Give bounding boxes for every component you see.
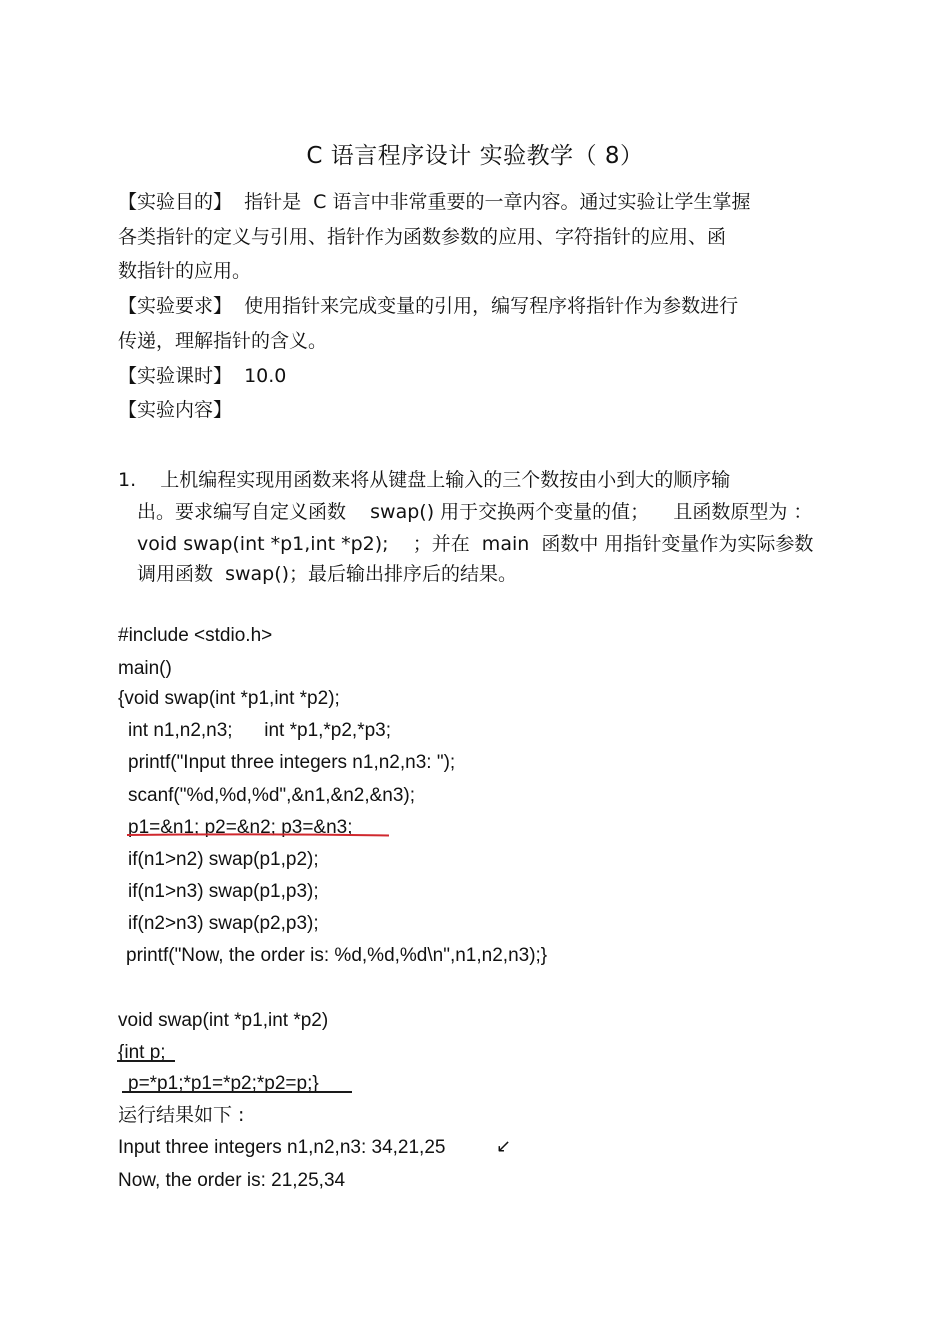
code-line-swap-body: p=*p1;*p1=*p2;*p2=p;} bbox=[128, 1073, 319, 1094]
task-line-2: 出。要求编写自定义函数 swap() 用于交换两个变量的值； 且函数原型为 ： bbox=[137, 501, 813, 523]
hours-line: 【实验课时】 10.0 bbox=[118, 365, 287, 387]
black-underline-mark-2 bbox=[122, 1090, 352, 1094]
code-line-printf-prompt: printf("Input three integers n1,n2,n3: "); bbox=[128, 752, 456, 773]
result-heading: 运行结果如下 : bbox=[118, 1104, 245, 1126]
task-line-4: 调用函数 swap()；最后输出排序后的结果。 bbox=[137, 563, 518, 585]
black-underline-mark-1 bbox=[117, 1059, 175, 1063]
code-line-declarations: int n1,n2,n3; int *p1,*p2,*p3; bbox=[128, 720, 392, 741]
content-heading: 【实验内容】 bbox=[118, 399, 233, 421]
task-line-3: void swap(int *p1,int *p2); ；并在 main 函数中 用指针变量作为实际参数 bbox=[137, 533, 814, 555]
code-line-swap-decl: {int p; bbox=[118, 1042, 166, 1063]
code-line-include: #include <stdio.h> bbox=[118, 625, 273, 646]
requirement-line-1: 【实验要求】 使用指针来完成变量的引用，编写程序将指针作为参数进行 bbox=[118, 295, 739, 317]
purpose-line-2: 各类指针的定义与引用、指针作为函数参数的应用、字符指针的应用、函 bbox=[118, 226, 727, 248]
red-underline-mark bbox=[127, 833, 389, 837]
code-line-scanf: scanf("%d,%d,%d",&n1,&n2,&n3); bbox=[128, 785, 416, 806]
enter-arrow-icon: ↙ bbox=[496, 1136, 512, 1157]
code-line-prototype: {void swap(int *p1,int *p2); bbox=[118, 688, 340, 709]
document-title: C 语言程序设计 实验教学（ 8） bbox=[306, 143, 644, 169]
task-line-1: 1. 上机编程实现用函数来将从键盘上输入的三个数按由小到大的顺序输 bbox=[118, 469, 731, 491]
code-line-printf-result: printf("Now, the order is: %d,%d,%d\n",n1,n2,n3);} bbox=[126, 945, 548, 966]
code-line-swap-signature: void swap(int *p1,int *p2) bbox=[118, 1010, 329, 1031]
result-line-output: Now, the order is: 21,25,34 bbox=[118, 1170, 346, 1191]
result-line-input: Input three integers n1,n2,n3: 34,21,25 bbox=[118, 1137, 446, 1158]
code-line-if-1: if(n1>n2) swap(p1,p2); bbox=[128, 849, 319, 870]
requirement-line-2: 传递，理解指针的含义。 bbox=[118, 330, 328, 352]
code-line-if-3: if(n2>n3) swap(p2,p3); bbox=[128, 913, 319, 934]
purpose-line-3: 数指针的应用。 bbox=[118, 260, 252, 282]
code-line-main: main() bbox=[118, 658, 172, 679]
code-line-pointer-assign: p1=&n1; p2=&n2; p3=&n3; bbox=[128, 817, 353, 838]
code-line-if-2: if(n1>n3) swap(p1,p3); bbox=[128, 881, 319, 902]
purpose-line-1: 【实验目的】 指针是 C 语言中非常重要的一章内容。通过实验让学生掌握 bbox=[118, 191, 751, 213]
